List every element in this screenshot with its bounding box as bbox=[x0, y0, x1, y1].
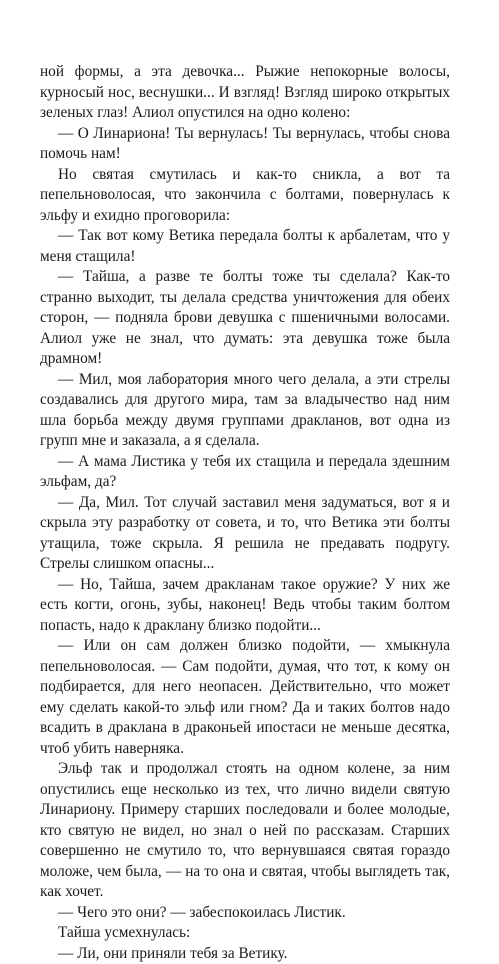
paragraph: — Так вот кому Ветика передала болты к арбалетам, что у меня стащила! bbox=[40, 226, 450, 267]
paragraph: — Мил, моя лаборатория много чего делала, а эти стрелы создавались для другого мира, там за владычество над ним шла борьба между двумя группами дракланов, вот одна из групп мне и заказала, а я сделала. bbox=[40, 370, 450, 452]
paragraph: — Ли, они приняли тебя за Ветику. bbox=[40, 944, 450, 964]
page-body-text bbox=[40, 62, 450, 964]
paragraph: — Тайша, а разве те болты тоже ты сделала? Как-то странно выходит, ты делала средства уничтожения для обеих сторон, — подняла брови девушка с пшеничными волосами. Алиол уже не знал, что думать: эта девушка тоже была драмном! bbox=[40, 267, 450, 370]
paragraph: — Да, Мил. Тот случай заставил меня задуматься, вот я и скрыла эту разработку от совета, и то, что Ветика эти болты утащила, тоже скрыла. Я решила не предавать подругу. Стрелы слишком опасны... bbox=[40, 493, 450, 575]
paragraph: Но святая смутилась и как-то сникла, а вот та пепельноволосая, что закончила с болтами, повернулась к эльфу и ехидно проговорила: bbox=[40, 165, 450, 227]
paragraph: — А мама Листика у тебя их стащила и передала здешним эльфам, да? bbox=[40, 452, 450, 493]
paragraph: — Чего это они? — забеспокоилась Листик. bbox=[40, 903, 450, 924]
paragraph: — Но, Тайша, зачем дракланам такое оружие? У них же есть когти, огонь, зубы, наконец! Ведь чтобы таким болтом попасть, надо к драклану близко подойти... bbox=[40, 575, 450, 637]
paragraph: — Или он сам должен близко подойти, — хмыкнула пепельноволосая. — Сам подойти, думая, что тот, к кому он подбирается, для него неопасен. Действительно, что может ему сделать какой-то эльф или гном? Да и таких болтов надо всадить в драклана в драконьей ипостаси не меньше десятка, чтоб убить наверняка. bbox=[40, 636, 450, 759]
paragraph: ной формы, а эта девочка... Рыжие непокорные волосы, курносый нос, веснушки... И взгляд! Взгляд широко открытых зеленых глаз! Алиол опустился на одно колено: bbox=[40, 62, 450, 124]
paragraph: Эльф так и продолжал стоять на одном колене, за ним опустились еще несколько из тех, что лично видели святую Линариону. Примеру старших последовали и более молодые, кто святую не видел, но знал о ней по рассказам. Старших совершенно не смутило то, что вернувшаяся святая гораздо моложе, чем была, — на то она и святая, чтобы выглядеть так, как хочет. bbox=[40, 759, 450, 903]
paragraph: Тайша усмехнулась: bbox=[40, 923, 450, 944]
paragraph: — О Линарионa! Ты вернулась! Ты вернулась, чтобы снова помочь нам! bbox=[40, 124, 450, 165]
